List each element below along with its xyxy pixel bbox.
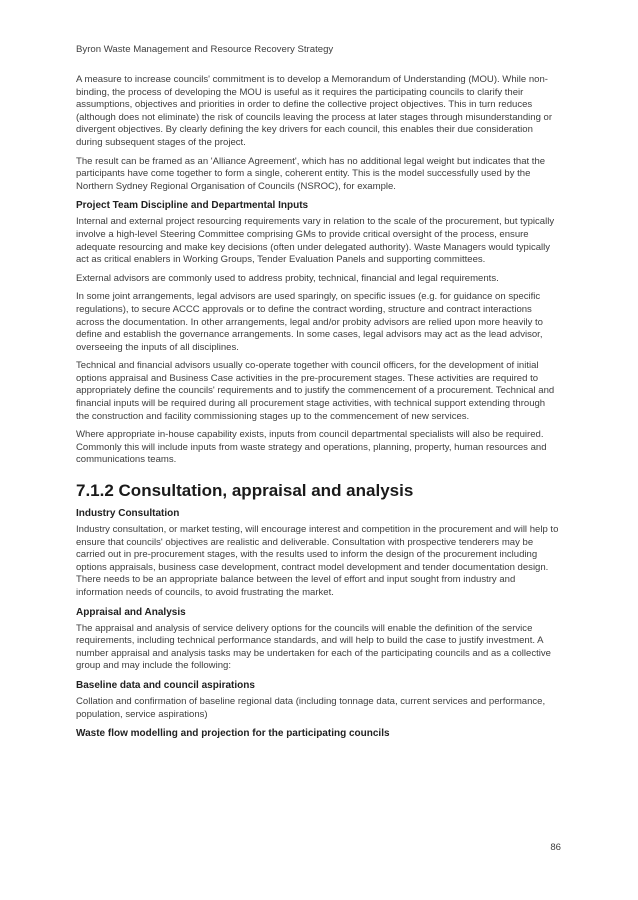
paragraph-alliance-agreement: The result can be framed as an 'Alliance Agreement', which has no additional legal weight but indicates that the participants have come together to form a single, coherent entity. This is the model successfully used by the Northern Sydney Regional Organisation of Councils (NSROC), for example. <box>76 155 546 192</box>
paragraph-in-house: Where appropriate in-house capability exists, inputs from council departmental specialists will also be required. Commonly this will include inputs from waste strategy and operations, planning, property, human resources and communications teams. <box>76 429 547 466</box>
subheading-appraisal: Appraisal and Analysis <box>76 606 186 618</box>
paragraph-industry-consultation: Industry consultation, or market testing, will encourage interest and competition in the procurement and will help to ensure that councils' objectives are realistic and deliverable. Consultation with prospective tenderers may be carried out in pre-procurement stages, with the results used to inform the design of the procurement including options appraisals, business case development, contract model development and tender documentation design. There needs to be an appropriate balance between the level of effort and input sought from industry and information needs of councils, to avoid frustrating the market. <box>76 524 559 598</box>
section-heading: 7.1.2 Consultation, appraisal and analysis <box>76 481 414 501</box>
paragraph-technical-financial: Technical and financial advisors usually co-operate together with council officers, for the development of initial options appraisal and Business Case activities in the pre-procurement stages. These activities are required to appropriately define the councils' requirements and to justify the commencement of a procurement. Technical and financial inputs will be required during all procurement stage activities, with technical support extending through the construction and facility commissioning stages up to the commencement of new services. <box>76 360 555 422</box>
subheading-waste-flow: Waste flow modelling and projection for the participating councils <box>76 728 390 740</box>
paragraph-mou: A measure to increase councils' commitment is to develop a Memorandum of Understanding (MOU). While non-binding, the process of developing the MOU is useful as it requires the participating councils to clarify their assumptions, objectives and priorities in order to define the collective project objectives. This in turn reduces (although does not eliminate) the risk of councils leaving the process at later stages through misunderstanding or divergent objectives. By clearly defining the key drivers for each council, this enables their due consideration during subsequent stages of the project. <box>76 74 553 148</box>
running-header: Byron Waste Management and Resource Recovery Strategy <box>76 44 334 55</box>
subheading-project-team: Project Team Discipline and Departmental Inputs <box>76 200 309 212</box>
page-content <box>76 74 560 744</box>
subheading-baseline: Baseline data and council aspirations <box>76 679 255 691</box>
paragraph-resourcing: Internal and external project resourcing requirements vary in relation to the scale of the procurement, but typically involve a high-level Steering Committee comprising GMs to provide critical oversight of the process, ensure adequate resourcing and make key decisions (often under delegated authority). Waste Managers would typically act as critical enablers in Working Groups, Tender Evaluation Panels and supporting committees. <box>76 216 555 266</box>
page-number: 86 <box>550 842 561 853</box>
paragraph-external-advisors: External advisors are commonly used to address probity, technical, financial and legal requirements. <box>76 272 499 284</box>
paragraph-appraisal: The appraisal and analysis of service delivery options for the councils will enable the definition of the service requirements, including technical performance standards, and will help to build the case to justify investment. A number appraisal and analysis tasks may be undertaken for each of the participating councils and as a collective group and may include the following: <box>76 622 551 672</box>
paragraph-legal-advisors: In some joint arrangements, legal advisors are used sparingly, on specific issues (e.g. for guidance on specific regulations), to secure ACCC approvals or to define the contract wording, structure and contract interactions across the documentation. In other arrangements, legal and/or probity advisors are relied upon more heavily to define and establish the governance arrangements. In some cases, legal advisors may act as the lead advisor, overseeing the inputs of all disciplines. <box>76 291 543 353</box>
subheading-industry-consultation: Industry Consultation <box>76 508 180 520</box>
paragraph-baseline: Collation and confirmation of baseline regional data (including tonnage data, current services and performance, population, service aspirations) <box>76 695 546 720</box>
